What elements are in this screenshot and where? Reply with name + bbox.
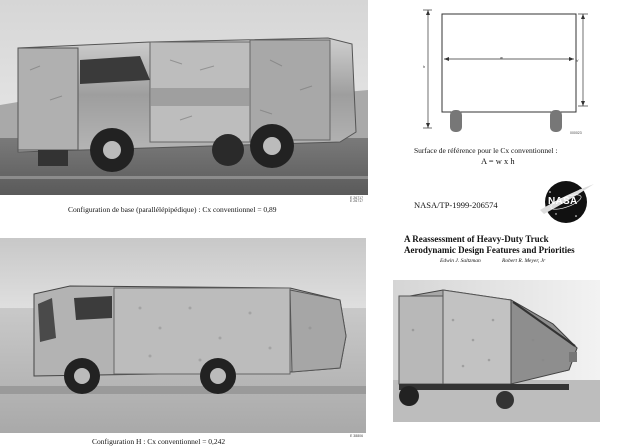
truck-base-image	[0, 0, 368, 195]
diagram-caption-line2: A = w x h	[481, 156, 515, 166]
photo-tag: E 38806	[350, 434, 364, 438]
report-title-line1: A Reassessment of Heavy-Duty Truck	[404, 234, 549, 244]
photo-rear-view	[393, 280, 600, 422]
nasa-logo-text: NASA	[548, 196, 578, 207]
height-label: h	[423, 64, 426, 69]
truck-configuration-h-image	[0, 238, 366, 433]
diagram-caption-line1: Surface de référence pour le Cx conventionnel :	[414, 146, 558, 155]
diagram-tag: 000023	[570, 131, 582, 135]
report-author-1: Edwin J. Saltzman	[440, 258, 481, 264]
photo-caption: Configuration de base (parallélépipédique) : Cx conventionnel = 0,89	[68, 205, 277, 214]
report-author-2: Robert R. Meyer, Jr	[502, 258, 546, 264]
truck-rear-image	[393, 280, 600, 422]
report-title-line2: Aerodynamic Design Features and Priorities	[404, 245, 575, 255]
photo-tag: E 26717	[350, 196, 364, 200]
reference-area-diagram	[410, 6, 600, 136]
photo-tag: E 26717	[350, 199, 364, 203]
width-label: w	[500, 55, 503, 60]
height-prime-label: h'	[576, 58, 579, 63]
nasa-logo	[536, 176, 596, 226]
report-number: NASA/TP-1999-206574	[414, 200, 498, 210]
photo-configuration-h	[0, 238, 366, 433]
photo-caption: Configuration H : Cx conventionnel = 0,242	[92, 437, 226, 446]
photo-base-configuration	[0, 0, 368, 200]
